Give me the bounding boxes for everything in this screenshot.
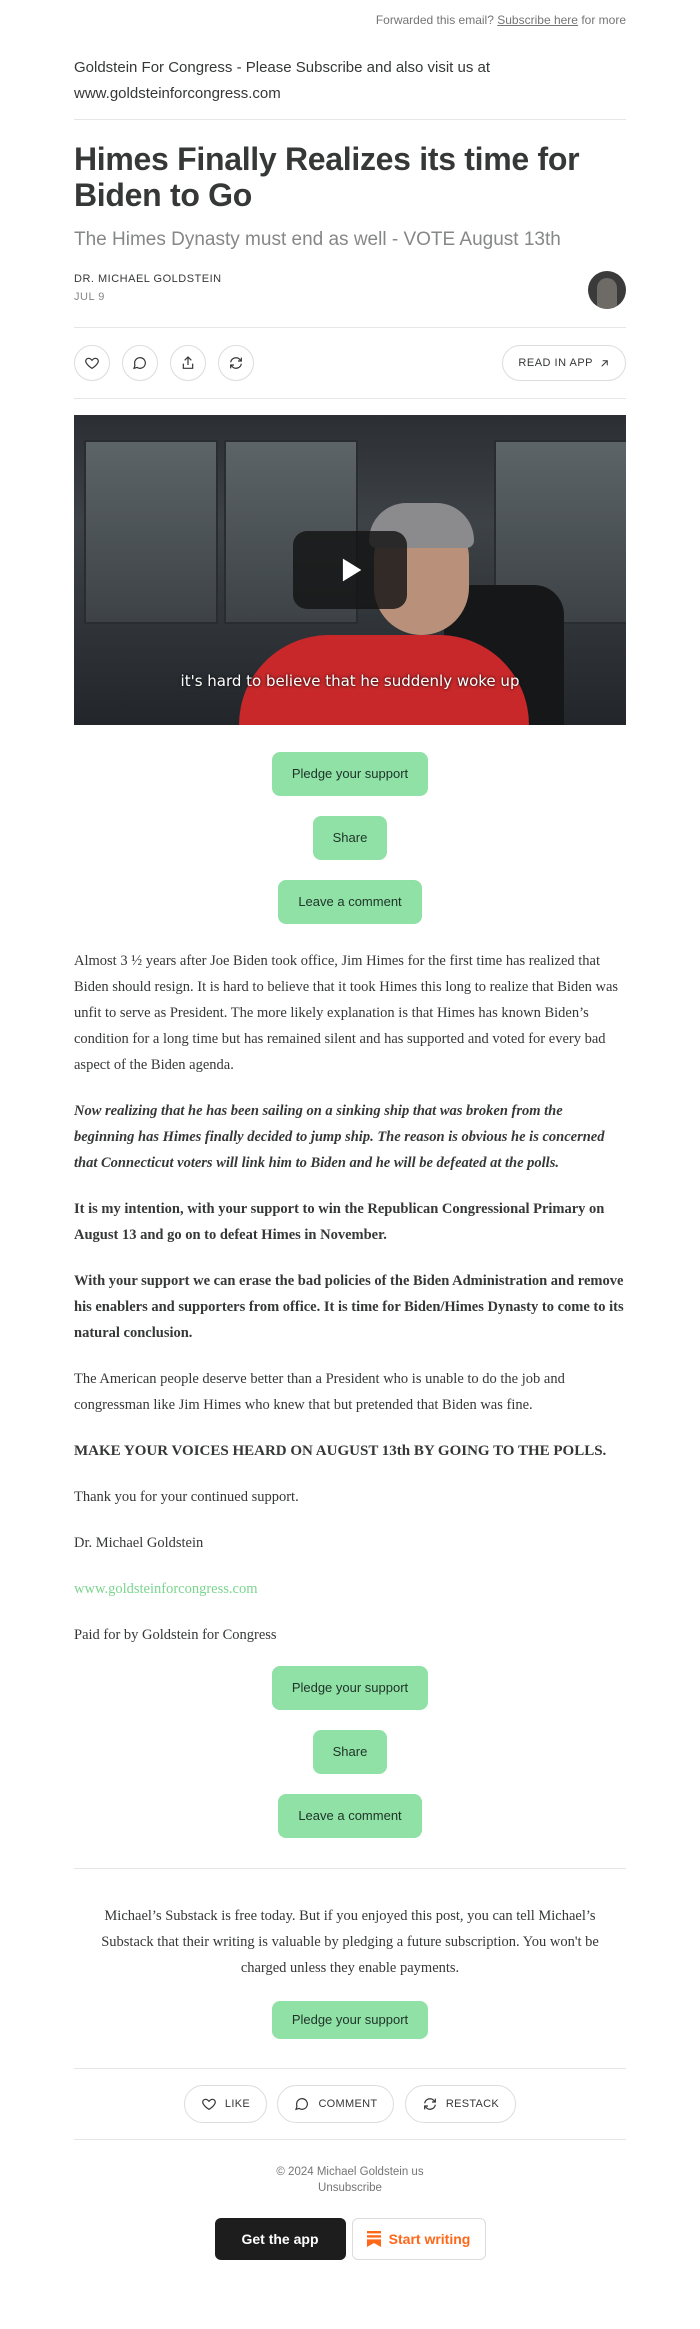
divider (74, 1868, 626, 1869)
email-column (74, 0, 626, 2260)
body-paragraph: MAKE YOUR VOICES HEARD ON AUGUST 13th BY GOING TO THE POLLS. (74, 1443, 607, 1459)
leave-comment-button[interactable]: Leave a comment (278, 1794, 421, 1838)
share-post-button[interactable]: Share (313, 1730, 388, 1774)
play-button[interactable] (293, 531, 407, 609)
share-button-row (74, 816, 626, 860)
engagement-row (74, 2085, 626, 2123)
post-body (74, 948, 626, 1648)
comment-button-row (74, 880, 626, 924)
post-subtitle: The Himes Dynasty must end as well - VOTE August 13th (74, 229, 561, 250)
comment-label: COMMENT (318, 2098, 378, 2110)
footer (74, 2164, 626, 2196)
read-in-app-label: READ IN APP (518, 357, 593, 369)
unsubscribe-link[interactable]: Unsubscribe (318, 2182, 382, 2194)
preheader-line1: Goldstein For Congress - Please Subscribe and also visit us at (74, 59, 491, 76)
body-paragraph: With your support we can erase the bad policies of the Biden Administration and remove his enablers and supporters from office. It is time for Biden/Himes Dynasty to come to its natural conclusion. (74, 1273, 624, 1341)
body-paragraph: Dr. Michael Goldstein (74, 1535, 204, 1551)
video-background-window (84, 440, 218, 624)
body-paragraph: Paid for by Goldstein for Congress (74, 1627, 277, 1643)
restack-icon (422, 2096, 438, 2112)
preheader (74, 55, 626, 120)
restack-pill-button[interactable] (405, 2085, 516, 2123)
read-in-app-button[interactable] (502, 345, 626, 381)
body-paragraph: Thank you for your continued support. (74, 1489, 299, 1505)
heart-icon (84, 355, 100, 371)
like-button[interactable] (74, 345, 110, 381)
avatar[interactable] (588, 271, 626, 309)
action-bar (74, 327, 626, 399)
arrow-up-right-icon (599, 358, 610, 369)
share-icon (180, 355, 196, 371)
share-post-button[interactable]: Share (313, 816, 388, 860)
forward-suffix: for more (581, 13, 626, 27)
restack-icon (228, 355, 244, 371)
forward-text: Forwarded this email? (375, 13, 494, 27)
share-button[interactable] (170, 345, 206, 381)
divider (74, 2139, 626, 2140)
share-button-row (74, 1730, 626, 1774)
start-writing-label: Start writing (388, 2231, 471, 2247)
post-date: JUL 9 (74, 291, 105, 303)
get-the-app-button[interactable]: Get the app (215, 2218, 346, 2260)
pledge-note: Michael’s Substack is free today. But if you enjoyed this post, you can tell Michael’s Substack that their writing is valuable by pledging a future subscription. You won't be charged unless they enable payments. (101, 1908, 599, 1976)
author-name[interactable]: DR. MICHAEL GOLDSTEIN (74, 273, 222, 285)
video-caption: it's hard to believe that he suddenly woke up (180, 672, 520, 690)
post-title[interactable]: Himes Finally Realizes its time for Biden to Go (74, 141, 580, 213)
pledge-support-button[interactable]: Pledge your support (272, 2001, 428, 2039)
substack-logo-icon (367, 2231, 381, 2247)
heart-icon (201, 2096, 217, 2112)
app-cta-row (74, 2218, 626, 2260)
copyright-text: © 2024 Michael Goldstein us (276, 2166, 424, 2178)
subscribe-link[interactable]: Subscribe here (497, 13, 578, 27)
play-icon (333, 553, 367, 587)
like-pill-button[interactable] (184, 2085, 267, 2123)
campaign-website-link[interactable]: www.goldsteinforcongress.com (74, 1581, 258, 1597)
pledge-support-button[interactable]: Pledge your support (272, 752, 428, 796)
restack-label: RESTACK (445, 2098, 500, 2110)
preheader-line2: www.goldsteinforcongress.com (74, 85, 281, 102)
body-paragraph: It is my intention, with your support to win the Republican Congressional Primary on August 13 and go on to defeat Himes in November. (74, 1201, 605, 1243)
video-player[interactable] (74, 415, 626, 725)
forward-notice (74, 0, 626, 33)
restack-button[interactable] (218, 345, 254, 381)
body-paragraph: Now realizing that he has been sailing on a sinking ship that was broken from the beginning has Himes finally decided to jump ship. The reason is obvious he is concerned that Connecticut voters will link him to Biden and he will be defeated at the polls. (74, 1103, 605, 1171)
pledge-button-row (74, 2001, 626, 2039)
start-writing-button[interactable] (352, 2218, 486, 2260)
pledge-button-row (74, 752, 626, 796)
pledge-support-button[interactable]: Pledge your support (272, 1666, 428, 1710)
comment-button-row (74, 1794, 626, 1838)
pledge-button-row (74, 1666, 626, 1710)
leave-comment-button[interactable]: Leave a comment (278, 880, 421, 924)
byline (74, 265, 626, 313)
comment-icon (294, 2096, 310, 2112)
comment-pill-button[interactable] (277, 2085, 394, 2123)
body-paragraph: Almost 3 ½ years after Joe Biden took office, Jim Himes for the first time has realized that Biden should resign. It is hard to believe that it took Himes this long to realize that Biden was unfit to serve as President. The more likely explanation is that Himes has known Biden’s condition for a long time but has remained silent and has supported and voted for every bad aspect of the Biden agenda. (74, 953, 619, 1073)
divider (74, 2068, 626, 2069)
like-label: LIKE (224, 2098, 250, 2110)
comment-button[interactable] (122, 345, 158, 381)
body-paragraph: The American people deserve better than a President who is unable to do the job and congressman like Jim Himes who knew that but pretended that Biden was fine. (74, 1371, 565, 1413)
comment-icon (132, 355, 148, 371)
